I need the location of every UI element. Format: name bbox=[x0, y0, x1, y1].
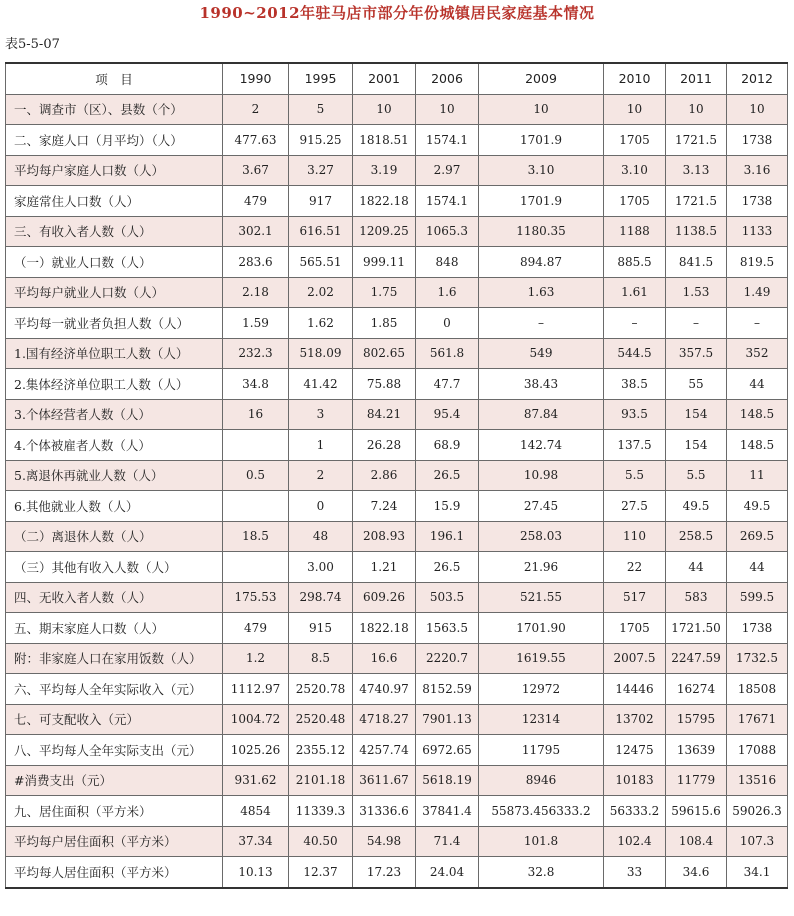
table-cell: 38.5 bbox=[604, 369, 666, 400]
table-cell: 1701.9 bbox=[479, 125, 604, 156]
table-cell: 931.62 bbox=[223, 765, 289, 796]
table-row bbox=[6, 247, 788, 278]
table-cell: 1705 bbox=[604, 125, 666, 156]
table-cell: 10.13 bbox=[223, 857, 289, 888]
table-cell: 1.49 bbox=[727, 277, 788, 308]
table-cell: 59026.3 bbox=[727, 796, 788, 827]
table-cell: 8152.59 bbox=[416, 674, 479, 705]
table-cell: 38.43 bbox=[479, 369, 604, 400]
table-cell: 1738 bbox=[727, 186, 788, 217]
table-cell: 14446 bbox=[604, 674, 666, 705]
table-row bbox=[6, 491, 788, 522]
table-cell: 1721.5 bbox=[666, 125, 727, 156]
column-header-year: 2012 bbox=[727, 63, 788, 94]
table-cell: 848 bbox=[416, 247, 479, 278]
table-row bbox=[6, 613, 788, 644]
table-cell: 1.63 bbox=[479, 277, 604, 308]
table-cell bbox=[223, 491, 289, 522]
table-cell: 5 bbox=[289, 94, 353, 125]
table-cell: 196.1 bbox=[416, 521, 479, 552]
table-cell: 4718.27 bbox=[353, 704, 416, 735]
table-cell: 5.5 bbox=[604, 460, 666, 491]
table-cell: 302.1 bbox=[223, 216, 289, 247]
row-label: 6.其他就业人数（人） bbox=[6, 491, 223, 522]
table-cell: 517 bbox=[604, 582, 666, 613]
table-cell: 33 bbox=[604, 857, 666, 888]
table-cell: 32.8 bbox=[479, 857, 604, 888]
table-cell: 8.5 bbox=[289, 643, 353, 674]
table-cell: 44 bbox=[666, 552, 727, 583]
table-cell: 15795 bbox=[666, 704, 727, 735]
column-header-item: 项 目 bbox=[6, 63, 223, 94]
table-cell: 34.8 bbox=[223, 369, 289, 400]
table-cell: 4740.97 bbox=[353, 674, 416, 705]
table-cell: 154 bbox=[666, 430, 727, 461]
table-cell: 1701.9 bbox=[479, 186, 604, 217]
table-row bbox=[6, 216, 788, 247]
row-label: 平均每人居住面积（平方米） bbox=[6, 857, 223, 888]
table-cell: 11 bbox=[727, 460, 788, 491]
table-cell: 1133 bbox=[727, 216, 788, 247]
table-cell: 84.21 bbox=[353, 399, 416, 430]
table-cell: 44 bbox=[727, 369, 788, 400]
row-label: 平均每户就业人口数（人） bbox=[6, 277, 223, 308]
table-cell: 12475 bbox=[604, 735, 666, 766]
table-cell: 18.5 bbox=[223, 521, 289, 552]
table-cell: 26.28 bbox=[353, 430, 416, 461]
table-cell: 583 bbox=[666, 582, 727, 613]
table-cell: 1721.50 bbox=[666, 613, 727, 644]
table-cell: 609.26 bbox=[353, 582, 416, 613]
table-cell: 1138.5 bbox=[666, 216, 727, 247]
table-cell: 16.6 bbox=[353, 643, 416, 674]
table-cell: 544.5 bbox=[604, 338, 666, 369]
table-cell: 107.3 bbox=[727, 826, 788, 857]
table-cell: 7.24 bbox=[353, 491, 416, 522]
table-cell: 10 bbox=[604, 94, 666, 125]
table-cell: 1.6 bbox=[416, 277, 479, 308]
column-header-year: 2011 bbox=[666, 63, 727, 94]
row-label: 2.集体经济单位职工人数（人） bbox=[6, 369, 223, 400]
table-cell: 999.11 bbox=[353, 247, 416, 278]
table-cell: 27.45 bbox=[479, 491, 604, 522]
table-cell: 2 bbox=[223, 94, 289, 125]
table-cell: 41.42 bbox=[289, 369, 353, 400]
row-label: #消费支出（元） bbox=[6, 765, 223, 796]
table-cell: 44 bbox=[727, 552, 788, 583]
table-cell: 87.84 bbox=[479, 399, 604, 430]
table-row bbox=[6, 521, 788, 552]
table-cell: 258.5 bbox=[666, 521, 727, 552]
table-cell: 1563.5 bbox=[416, 613, 479, 644]
table-cell: 1701.90 bbox=[479, 613, 604, 644]
table-cell: 802.65 bbox=[353, 338, 416, 369]
table-cell: 110 bbox=[604, 521, 666, 552]
row-label: 五、期末家庭人口数（人） bbox=[6, 613, 223, 644]
table-row bbox=[6, 308, 788, 339]
table-cell: 108.4 bbox=[666, 826, 727, 857]
row-label: （三）其他有收入人数（人） bbox=[6, 552, 223, 583]
table-cell: – bbox=[666, 308, 727, 339]
table-cell: 10 bbox=[416, 94, 479, 125]
table-cell: 137.5 bbox=[604, 430, 666, 461]
table-cell: 22 bbox=[604, 552, 666, 583]
column-header-year: 2006 bbox=[416, 63, 479, 94]
table-row bbox=[6, 277, 788, 308]
table-cell: 479 bbox=[223, 186, 289, 217]
table-cell: 298.74 bbox=[289, 582, 353, 613]
table-cell: 1705 bbox=[604, 186, 666, 217]
table-row bbox=[6, 826, 788, 857]
table-cell: 15.9 bbox=[416, 491, 479, 522]
table-cell: 11795 bbox=[479, 735, 604, 766]
table-row bbox=[6, 674, 788, 705]
table-cell: 894.87 bbox=[479, 247, 604, 278]
row-label: 平均每一就业者负担人数（人） bbox=[6, 308, 223, 339]
row-label: 5.离退休再就业人数（人） bbox=[6, 460, 223, 491]
row-label: 六、平均每人全年实际收入（元） bbox=[6, 674, 223, 705]
table-cell: 4854 bbox=[223, 796, 289, 827]
table-cell: 1818.51 bbox=[353, 125, 416, 156]
table-cell: 1 bbox=[289, 430, 353, 461]
table-cell: 1.75 bbox=[353, 277, 416, 308]
table-cell: 5.5 bbox=[666, 460, 727, 491]
table-cell: 3.16 bbox=[727, 155, 788, 186]
table-cell: 4257.74 bbox=[353, 735, 416, 766]
table-cell: 7901.13 bbox=[416, 704, 479, 735]
table-cell: 101.8 bbox=[479, 826, 604, 857]
table-cell: 2007.5 bbox=[604, 643, 666, 674]
table-cell: 17088 bbox=[727, 735, 788, 766]
table-cell: 40.50 bbox=[289, 826, 353, 857]
table-cell: 269.5 bbox=[727, 521, 788, 552]
row-label: 平均每户家庭人口数（人） bbox=[6, 155, 223, 186]
table-cell: 17671 bbox=[727, 704, 788, 735]
table-cell bbox=[223, 552, 289, 583]
table-cell: 55 bbox=[666, 369, 727, 400]
table-cell: 37841.4 bbox=[416, 796, 479, 827]
table-row bbox=[6, 460, 788, 491]
table-cell: 1619.55 bbox=[479, 643, 604, 674]
table-cell: 1.62 bbox=[289, 308, 353, 339]
row-label: 九、居住面积（平方米） bbox=[6, 796, 223, 827]
table-cell: 3.27 bbox=[289, 155, 353, 186]
table-cell: 34.6 bbox=[666, 857, 727, 888]
table-cell: 17.23 bbox=[353, 857, 416, 888]
row-label: （一）就业人口数（人） bbox=[6, 247, 223, 278]
table-cell: 27.5 bbox=[604, 491, 666, 522]
table-cell: 599.5 bbox=[727, 582, 788, 613]
table-cell: 1004.72 bbox=[223, 704, 289, 735]
table-cell: 2.02 bbox=[289, 277, 353, 308]
table-cell: 16274 bbox=[666, 674, 727, 705]
table-cell: 1732.5 bbox=[727, 643, 788, 674]
table-cell: 1.53 bbox=[666, 277, 727, 308]
table-cell: 2.86 bbox=[353, 460, 416, 491]
table-cell: 1.61 bbox=[604, 277, 666, 308]
table-cell: 34.1 bbox=[727, 857, 788, 888]
table-cell: 915 bbox=[289, 613, 353, 644]
table-row bbox=[6, 94, 788, 125]
table-cell: 13639 bbox=[666, 735, 727, 766]
table-cell: 10 bbox=[666, 94, 727, 125]
table-row bbox=[6, 125, 788, 156]
table-cell: 2.97 bbox=[416, 155, 479, 186]
column-header-year: 2001 bbox=[353, 63, 416, 94]
table-cell: 11339.3 bbox=[289, 796, 353, 827]
column-header-year: 2009 bbox=[479, 63, 604, 94]
table-cell: 3611.67 bbox=[353, 765, 416, 796]
table-cell: 283.6 bbox=[223, 247, 289, 278]
table-cell: 10 bbox=[353, 94, 416, 125]
table-cell: 258.03 bbox=[479, 521, 604, 552]
table-row bbox=[6, 369, 788, 400]
table-cell: 59615.6 bbox=[666, 796, 727, 827]
table-cell: 49.5 bbox=[666, 491, 727, 522]
table-cell: 616.51 bbox=[289, 216, 353, 247]
row-label: 一、调查市（区）、县数（个） bbox=[6, 94, 223, 125]
table-cell: 2220.7 bbox=[416, 643, 479, 674]
row-label: （二）离退休人数（人） bbox=[6, 521, 223, 552]
row-label: 4.个体被雇者人数（人） bbox=[6, 430, 223, 461]
table-cell: 95.4 bbox=[416, 399, 479, 430]
row-label: 四、无收入者人数（人） bbox=[6, 582, 223, 613]
column-header-year: 2010 bbox=[604, 63, 666, 94]
table-cell: – bbox=[727, 308, 788, 339]
table-cell: – bbox=[479, 308, 604, 339]
row-label: 二、家庭人口（月平均）（人） bbox=[6, 125, 223, 156]
table-cell: 5618.19 bbox=[416, 765, 479, 796]
table-header-row bbox=[6, 63, 788, 94]
row-label: 家庭常住人口数（人） bbox=[6, 186, 223, 217]
data-table bbox=[5, 62, 788, 889]
table-cell: 819.5 bbox=[727, 247, 788, 278]
table-cell: 2355.12 bbox=[289, 735, 353, 766]
column-header-year: 1990 bbox=[223, 63, 289, 94]
table-cell: 357.5 bbox=[666, 338, 727, 369]
table-cell: 3 bbox=[289, 399, 353, 430]
table-row bbox=[6, 735, 788, 766]
table-number: 表5-5-07 bbox=[5, 37, 60, 52]
table-cell: 1025.26 bbox=[223, 735, 289, 766]
table-cell: 12972 bbox=[479, 674, 604, 705]
table-cell: 1822.18 bbox=[353, 613, 416, 644]
table-cell: 1112.97 bbox=[223, 674, 289, 705]
table-cell: 102.4 bbox=[604, 826, 666, 857]
table-cell: 12.37 bbox=[289, 857, 353, 888]
row-label: 七、可支配收入（元） bbox=[6, 704, 223, 735]
table-cell: 2520.78 bbox=[289, 674, 353, 705]
table-cell: 71.4 bbox=[416, 826, 479, 857]
table-cell: 1574.1 bbox=[416, 125, 479, 156]
table-cell: 21.96 bbox=[479, 552, 604, 583]
row-label: 八、平均每人全年实际支出（元） bbox=[6, 735, 223, 766]
page-title: 1990~2012年驻马店市部分年份城镇居民家庭基本情况 bbox=[199, 4, 595, 22]
table-cell bbox=[223, 430, 289, 461]
table-cell: 1065.3 bbox=[416, 216, 479, 247]
table-cell: 1822.18 bbox=[353, 186, 416, 217]
table-cell: 503.5 bbox=[416, 582, 479, 613]
table-cell: 521.55 bbox=[479, 582, 604, 613]
table-row bbox=[6, 796, 788, 827]
row-label: 三、有收入者人数（人） bbox=[6, 216, 223, 247]
table-row bbox=[6, 338, 788, 369]
table-cell: 13702 bbox=[604, 704, 666, 735]
table-cell: 2247.59 bbox=[666, 643, 727, 674]
table-cell: 48 bbox=[289, 521, 353, 552]
table-cell: 479 bbox=[223, 613, 289, 644]
table-cell: 55873.456333.2 bbox=[479, 796, 604, 827]
table-row bbox=[6, 643, 788, 674]
table-cell: 148.5 bbox=[727, 399, 788, 430]
row-label: 附：非家庭人口在家用饭数（人） bbox=[6, 643, 223, 674]
table-cell: 18508 bbox=[727, 674, 788, 705]
table-cell: 47.7 bbox=[416, 369, 479, 400]
table-cell: 518.09 bbox=[289, 338, 353, 369]
table-cell: 49.5 bbox=[727, 491, 788, 522]
table-cell: 2520.48 bbox=[289, 704, 353, 735]
table-row bbox=[6, 399, 788, 430]
table-cell: 2 bbox=[289, 460, 353, 491]
column-header-year: 1995 bbox=[289, 63, 353, 94]
table-cell: 10.98 bbox=[479, 460, 604, 491]
table-cell: 1738 bbox=[727, 613, 788, 644]
table-cell: 3.10 bbox=[479, 155, 604, 186]
table-cell: 3.00 bbox=[289, 552, 353, 583]
table-cell: 208.93 bbox=[353, 521, 416, 552]
table-cell: 0 bbox=[416, 308, 479, 339]
table-cell: 3.67 bbox=[223, 155, 289, 186]
table-cell: 1705 bbox=[604, 613, 666, 644]
table-cell: 68.9 bbox=[416, 430, 479, 461]
table-cell: 1738 bbox=[727, 125, 788, 156]
table-row bbox=[6, 582, 788, 613]
table-cell: 175.53 bbox=[223, 582, 289, 613]
table-cell: 3.10 bbox=[604, 155, 666, 186]
table-cell: 1188 bbox=[604, 216, 666, 247]
table-cell: 12314 bbox=[479, 704, 604, 735]
table-cell: 75.88 bbox=[353, 369, 416, 400]
table-cell: 10 bbox=[479, 94, 604, 125]
table-row bbox=[6, 765, 788, 796]
table-cell: 2101.18 bbox=[289, 765, 353, 796]
table-cell: 565.51 bbox=[289, 247, 353, 278]
table-cell: 917 bbox=[289, 186, 353, 217]
table-cell: 1209.25 bbox=[353, 216, 416, 247]
table-cell: 56333.2 bbox=[604, 796, 666, 827]
table-cell: 24.04 bbox=[416, 857, 479, 888]
table-cell: 26.5 bbox=[416, 460, 479, 491]
table-cell: 477.63 bbox=[223, 125, 289, 156]
table-cell: – bbox=[604, 308, 666, 339]
table-cell: 1.85 bbox=[353, 308, 416, 339]
table-cell: 1721.5 bbox=[666, 186, 727, 217]
table-cell: 10 bbox=[727, 94, 788, 125]
table-cell: 1.2 bbox=[223, 643, 289, 674]
table-cell: 1180.35 bbox=[479, 216, 604, 247]
row-label: 3.个体经营者人数（人） bbox=[6, 399, 223, 430]
table-cell: 2.18 bbox=[223, 277, 289, 308]
table-row bbox=[6, 430, 788, 461]
table-cell: 1.21 bbox=[353, 552, 416, 583]
table-cell: 3.19 bbox=[353, 155, 416, 186]
table-row bbox=[6, 704, 788, 735]
table-cell: 841.5 bbox=[666, 247, 727, 278]
table-row bbox=[6, 857, 788, 888]
table-cell: 0.5 bbox=[223, 460, 289, 491]
table-cell: 915.25 bbox=[289, 125, 353, 156]
table-cell: 232.3 bbox=[223, 338, 289, 369]
table-row bbox=[6, 186, 788, 217]
table-cell: 142.74 bbox=[479, 430, 604, 461]
table-cell: 6972.65 bbox=[416, 735, 479, 766]
table-cell: 0 bbox=[289, 491, 353, 522]
table-cell: 13516 bbox=[727, 765, 788, 796]
table-cell: 93.5 bbox=[604, 399, 666, 430]
table-cell: 1574.1 bbox=[416, 186, 479, 217]
table-cell: 11779 bbox=[666, 765, 727, 796]
table-cell: 54.98 bbox=[353, 826, 416, 857]
table-body bbox=[6, 94, 788, 888]
table-cell: 37.34 bbox=[223, 826, 289, 857]
table-cell: 549 bbox=[479, 338, 604, 369]
table-cell: 561.8 bbox=[416, 338, 479, 369]
table-cell: 885.5 bbox=[604, 247, 666, 278]
table-row bbox=[6, 155, 788, 186]
table-cell: 3.13 bbox=[666, 155, 727, 186]
row-label: 1.国有经济单位职工人数（人） bbox=[6, 338, 223, 369]
table-cell: 26.5 bbox=[416, 552, 479, 583]
table-cell: 352 bbox=[727, 338, 788, 369]
table-cell: 31336.6 bbox=[353, 796, 416, 827]
table-cell: 1.59 bbox=[223, 308, 289, 339]
table-cell: 148.5 bbox=[727, 430, 788, 461]
row-label: 平均每户居住面积（平方米） bbox=[6, 826, 223, 857]
table-row bbox=[6, 552, 788, 583]
table-cell: 154 bbox=[666, 399, 727, 430]
table-cell: 10183 bbox=[604, 765, 666, 796]
table-cell: 16 bbox=[223, 399, 289, 430]
table-cell: 8946 bbox=[479, 765, 604, 796]
